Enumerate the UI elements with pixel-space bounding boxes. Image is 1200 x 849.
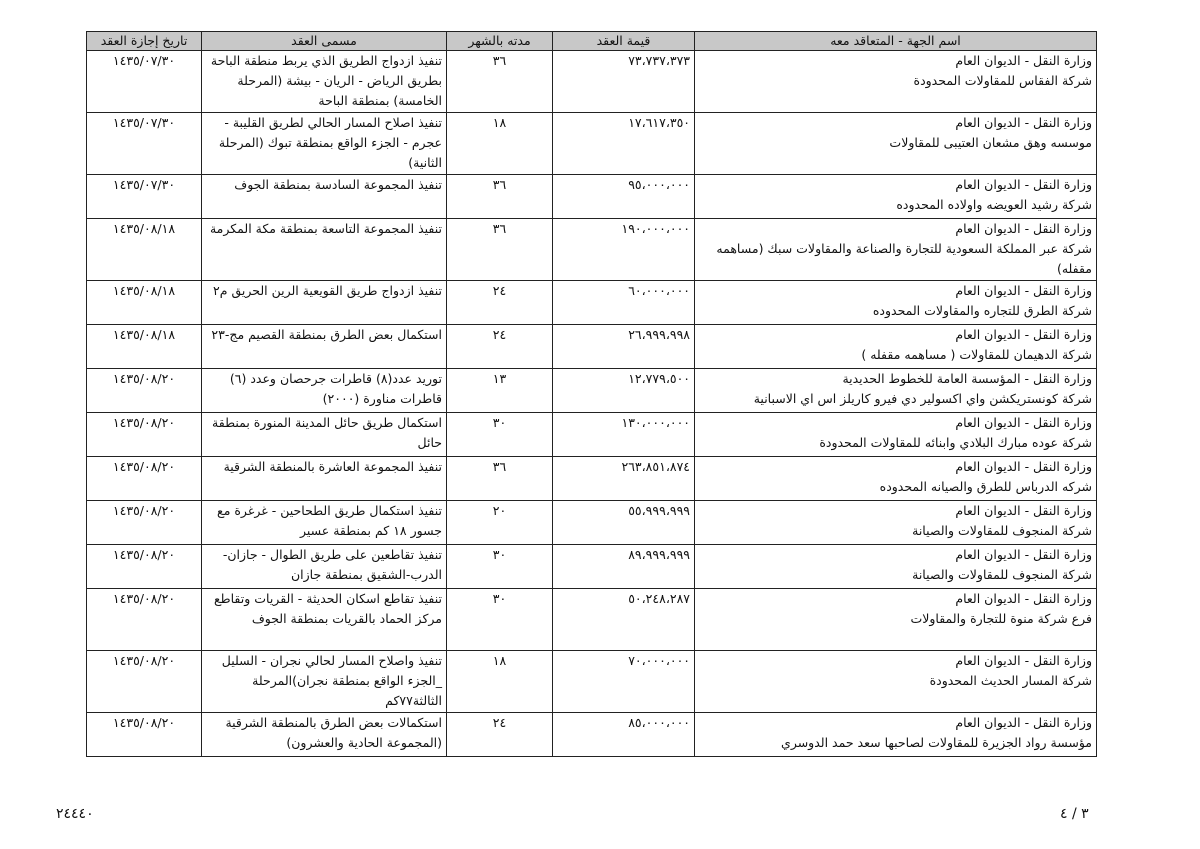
- cell-entity: [695, 51, 1097, 113]
- contract-duration: ٣٦: [492, 221, 507, 236]
- cell-entity: [695, 325, 1097, 369]
- entity-ministry: وزارة النقل - الديوان العام: [955, 283, 1092, 298]
- table-row: [87, 113, 1097, 175]
- contract-value: ٧٣،٧٣٧،٣٧٣: [628, 53, 690, 68]
- cell-value: [553, 713, 695, 757]
- entity-contractor: شركة الطرق للتجاره والمقاولات المحدوده: [872, 303, 1092, 318]
- contract-duration: ٢٤: [492, 327, 507, 342]
- cell-title: [202, 545, 447, 589]
- cell-entity: [695, 457, 1097, 501]
- contract-value: ٨٥،٠٠٠،٠٠٠: [628, 715, 690, 730]
- approval-date: ١٤٣٥/٠٧/٣٠: [112, 53, 176, 68]
- document-number: ٢٤٤٤٠: [56, 806, 94, 822]
- cell-title: [202, 113, 447, 175]
- contract-duration: ٣٠: [492, 415, 507, 430]
- approval-date: ١٤٣٥/٠٨/٢٠: [112, 415, 176, 430]
- approval-date: ١٤٣٥/٠٧/٣٠: [112, 115, 176, 130]
- cell-value: [553, 501, 695, 545]
- contract-title: تنفيذ المجموعة التاسعة بمنطقة مكة المكرمة: [209, 221, 442, 236]
- entity-ministry: وزارة النقل - الديوان العام: [955, 221, 1092, 236]
- cell-entity: [695, 589, 1097, 651]
- cell-entity: [695, 413, 1097, 457]
- cell-title: [202, 651, 447, 713]
- contract-duration: ٣٠: [492, 591, 507, 606]
- cell-duration: [447, 589, 553, 651]
- approval-date: ١٤٣٥/٠٨/١٨: [112, 327, 176, 342]
- cell-date: [87, 713, 202, 757]
- cell-date: [87, 175, 202, 219]
- cell-date: [87, 651, 202, 713]
- contract-value: ٦٠،٠٠٠،٠٠٠: [628, 283, 690, 298]
- contract-title: تنفيذ اصلاح المسار الحالي لطريق القليبة - عجرم - الجزء الواقع بمنطقة تبوك (المرحلة الثانية): [218, 115, 442, 170]
- cell-duration: [447, 51, 553, 113]
- cell-title: [202, 369, 447, 413]
- header-entity: اسم الجهة - المتعاقد معه: [695, 32, 1097, 51]
- entity-ministry: وزارة النقل - الديوان العام: [955, 503, 1092, 518]
- cell-title: [202, 413, 447, 457]
- approval-date: ١٤٣٥/٠٨/٢٠: [112, 591, 176, 606]
- entity-ministry: وزارة النقل - الديوان العام: [955, 547, 1092, 562]
- cell-duration: [447, 369, 553, 413]
- header-duration: مدته بالشهر: [447, 32, 553, 51]
- cell-value: [553, 113, 695, 175]
- contract-title: تنفيذ تقاطعين على طريق الطوال - جازان- الدرب-الشقيق بمنطقة جازان: [222, 547, 442, 582]
- contract-title: تنفيذ المجموعة السادسة بمنطقة الجوف: [234, 177, 442, 192]
- contract-title: استكمال طريق حائل المدينة المنورة بمنطقة حائل: [212, 415, 442, 450]
- table-row: [87, 175, 1097, 219]
- table-header-row: [87, 32, 1097, 51]
- entity-contractor: شركة المسار الحديث المحدودة: [929, 673, 1092, 688]
- entity-contractor: شركة عوده مبارك البلادي وابنائه للمقاولات المحدودة: [819, 435, 1092, 450]
- contract-value: ٥٥،٩٩٩،٩٩٩: [628, 503, 690, 518]
- cell-date: [87, 325, 202, 369]
- cell-duration: [447, 219, 553, 281]
- contract-duration: ٢٠: [492, 503, 507, 518]
- contract-value: ٥٠،٢٤٨،٢٨٧: [628, 591, 690, 606]
- cell-duration: [447, 281, 553, 325]
- cell-entity: [695, 369, 1097, 413]
- contract-duration: ٣٦: [492, 459, 507, 474]
- header-value: قيمة العقد: [553, 32, 695, 51]
- cell-date: [87, 113, 202, 175]
- contracts-table: [86, 31, 1097, 757]
- contract-duration: ٣٦: [492, 177, 507, 192]
- cell-value: [553, 651, 695, 713]
- entity-ministry: وزارة النقل - الديوان العام: [955, 415, 1092, 430]
- cell-title: [202, 457, 447, 501]
- entity-contractor: موسسه وهق مشعان العتيبى للمقاولات: [889, 135, 1092, 150]
- approval-date: ١٤٣٥/٠٧/٣٠: [112, 177, 176, 192]
- entity-contractor: شركة كونستريكشن واي اكسولير دي فيرو كاريلز اس اي الاسبانية: [753, 391, 1092, 406]
- cell-title: [202, 501, 447, 545]
- cell-value: [553, 219, 695, 281]
- contract-value: ١٢،٧٧٩،٥٠٠: [628, 371, 690, 386]
- entity-ministry: وزارة النقل - الديوان العام: [955, 115, 1092, 130]
- cell-date: [87, 281, 202, 325]
- contract-duration: ٣٦: [492, 53, 507, 68]
- cell-entity: [695, 501, 1097, 545]
- cell-date: [87, 501, 202, 545]
- contract-title: تنفيذ استكمال طريق الطحاحين - غرغرة مع جسور ١٨ كم بمنطقة عسير: [217, 503, 442, 538]
- cell-entity: [695, 113, 1097, 175]
- table-row: [87, 651, 1097, 713]
- page-number: ٣ / ٤: [1060, 806, 1089, 822]
- entity-ministry: وزارة النقل - الديوان العام: [955, 327, 1092, 342]
- table-row: [87, 369, 1097, 413]
- approval-date: ١٤٣٥/٠٨/١٨: [112, 221, 176, 236]
- cell-title: [202, 589, 447, 651]
- cell-title: [202, 51, 447, 113]
- entity-contractor: شركة الدهيمان للمقاولات ( مساهمه مقفله ): [861, 347, 1092, 362]
- cell-entity: [695, 713, 1097, 757]
- contract-value: ١٩٠،٠٠٠،٠٠٠: [621, 221, 690, 236]
- table-body: [87, 51, 1097, 757]
- cell-duration: [447, 501, 553, 545]
- cell-value: [553, 51, 695, 113]
- contract-title: تنفيذ تقاطع اسكان الحديثة - القريات وتقاطع مركز الحماد بالقريات بمنطقة الجوف: [214, 591, 442, 626]
- table-row: [87, 413, 1097, 457]
- cell-date: [87, 369, 202, 413]
- cell-duration: [447, 651, 553, 713]
- contract-value: ٨٩،٩٩٩،٩٩٩: [628, 547, 690, 562]
- contract-value: ٩٥،٠٠٠،٠٠٠: [628, 177, 690, 192]
- cell-title: [202, 713, 447, 757]
- cell-duration: [447, 113, 553, 175]
- approval-date: ١٤٣٥/٠٨/٢٠: [112, 547, 176, 562]
- approval-date: ١٤٣٥/٠٨/١٨: [112, 283, 176, 298]
- entity-ministry: وزارة النقل - الديوان العام: [955, 653, 1092, 668]
- cell-duration: [447, 325, 553, 369]
- cell-date: [87, 589, 202, 651]
- header-date: تاريخ إجازة العقد: [87, 32, 202, 51]
- cell-title: [202, 219, 447, 281]
- entity-contractor: شركة المنجوف للمقاولات والصيانة: [912, 523, 1092, 538]
- cell-title: [202, 281, 447, 325]
- contract-duration: ١٨: [492, 115, 507, 130]
- table-row: [87, 545, 1097, 589]
- cell-entity: [695, 219, 1097, 281]
- cell-duration: [447, 175, 553, 219]
- contract-duration: ١٣: [492, 371, 507, 386]
- approval-date: ١٤٣٥/٠٨/٢٠: [112, 371, 176, 386]
- header-title: مسمى العقد: [202, 32, 447, 51]
- entity-ministry: وزارة النقل - الديوان العام: [955, 715, 1092, 730]
- table-row: [87, 325, 1097, 369]
- contract-value: ٢٦،٩٩٩،٩٩٨: [628, 327, 690, 342]
- cell-date: [87, 413, 202, 457]
- table-row: [87, 457, 1097, 501]
- entity-ministry: وزارة النقل - المؤسسة العامة للخطوط الحديدية: [842, 371, 1092, 386]
- contract-value: ٢٦٣،٨٥١،٨٧٤: [621, 459, 690, 474]
- contract-value: ١٧،٦١٧،٣٥٠: [628, 115, 690, 130]
- approval-date: ١٤٣٥/٠٨/٢٠: [112, 653, 176, 668]
- contract-title: تنفيذ ازدواج الطريق الذي يربط منطقة الباحة بطريق الرياض - الريان - بيشة (المرحلة الخامسة) بمنطقة الباحة: [210, 53, 442, 108]
- cell-value: [553, 413, 695, 457]
- entity-contractor: فرع شركة منوة للتجارة والمقاولات: [910, 611, 1092, 626]
- table-row: [87, 51, 1097, 113]
- cell-value: [553, 325, 695, 369]
- contract-duration: ٣٠: [492, 547, 507, 562]
- cell-value: [553, 457, 695, 501]
- contract-title: توريد عدد(٨) قاطرات جرحصان وعدد (٦) قاطرات مناورة (٢٠٠٠): [229, 371, 442, 406]
- cell-duration: [447, 457, 553, 501]
- table-row: [87, 219, 1097, 281]
- contract-duration: ٢٤: [492, 283, 507, 298]
- cell-duration: [447, 713, 553, 757]
- table-row: [87, 281, 1097, 325]
- cell-duration: [447, 545, 553, 589]
- cell-date: [87, 219, 202, 281]
- cell-date: [87, 545, 202, 589]
- entity-contractor: شركة رشيد العويضه واولاده المحدوده: [896, 197, 1092, 212]
- cell-date: [87, 457, 202, 501]
- entity-contractor: شركه الدرباس للطرق والصيانه المحدوده: [879, 479, 1092, 494]
- entity-ministry: وزارة النقل - الديوان العام: [955, 459, 1092, 474]
- cell-entity: [695, 545, 1097, 589]
- contract-title: تنفيذ واصلاح المسار لحالي نجران - السليل _الجزء الواقع بمنطقة نجران)المرحلة الثالثة٧٧كم: [221, 653, 442, 708]
- contract-title: استكمال بعض الطرق بمنطقة القصيم مج-٢٣: [211, 327, 442, 342]
- cell-value: [553, 281, 695, 325]
- table-row: [87, 501, 1097, 545]
- cell-entity: [695, 651, 1097, 713]
- cell-title: [202, 325, 447, 369]
- cell-value: [553, 369, 695, 413]
- approval-date: ١٤٣٥/٠٨/٢٠: [112, 459, 176, 474]
- cell-value: [553, 545, 695, 589]
- cell-duration: [447, 413, 553, 457]
- approval-date: ١٤٣٥/٠٨/٢٠: [112, 715, 176, 730]
- cell-value: [553, 589, 695, 651]
- cell-date: [87, 51, 202, 113]
- contract-duration: ١٨: [492, 653, 507, 668]
- entity-contractor: شركة عبر المملكة السعودية للتجارة والصناعة والمقاولات سبك (مساهمه مقفله): [716, 241, 1092, 276]
- contract-value: ١٣٠،٠٠٠،٠٠٠: [621, 415, 690, 430]
- contract-title: تنفيذ ازدواج طريق القويعية الرين الحريق م٢: [213, 283, 442, 298]
- table-row: [87, 713, 1097, 757]
- entity-ministry: وزارة النقل - الديوان العام: [955, 53, 1092, 68]
- entity-contractor: شركة المنجوف للمقاولات والصيانة: [912, 567, 1092, 582]
- entity-ministry: وزارة النقل - الديوان العام: [955, 591, 1092, 606]
- entity-contractor: شركة الفقاس للمقاولات المحدودة: [913, 73, 1092, 88]
- contract-title: تنفيذ المجموعة العاشرة بالمنطقة الشرقية: [223, 459, 442, 474]
- cell-value: [553, 175, 695, 219]
- contract-value: ٧٠،٠٠٠،٠٠٠: [628, 653, 690, 668]
- entity-ministry: وزارة النقل - الديوان العام: [955, 177, 1092, 192]
- table-row: [87, 589, 1097, 651]
- cell-entity: [695, 175, 1097, 219]
- contract-title: استكمالات بعض الطرق بالمنطقة الشرقية (المجموعة الحادية والعشرون): [225, 715, 442, 750]
- cell-title: [202, 175, 447, 219]
- approval-date: ١٤٣٥/٠٨/٢٠: [112, 503, 176, 518]
- contract-duration: ٢٤: [492, 715, 507, 730]
- entity-contractor: مؤسسة رواد الجزيرة للمقاولات لصاحبها سعد حمد الدوسري: [781, 735, 1092, 750]
- cell-entity: [695, 281, 1097, 325]
